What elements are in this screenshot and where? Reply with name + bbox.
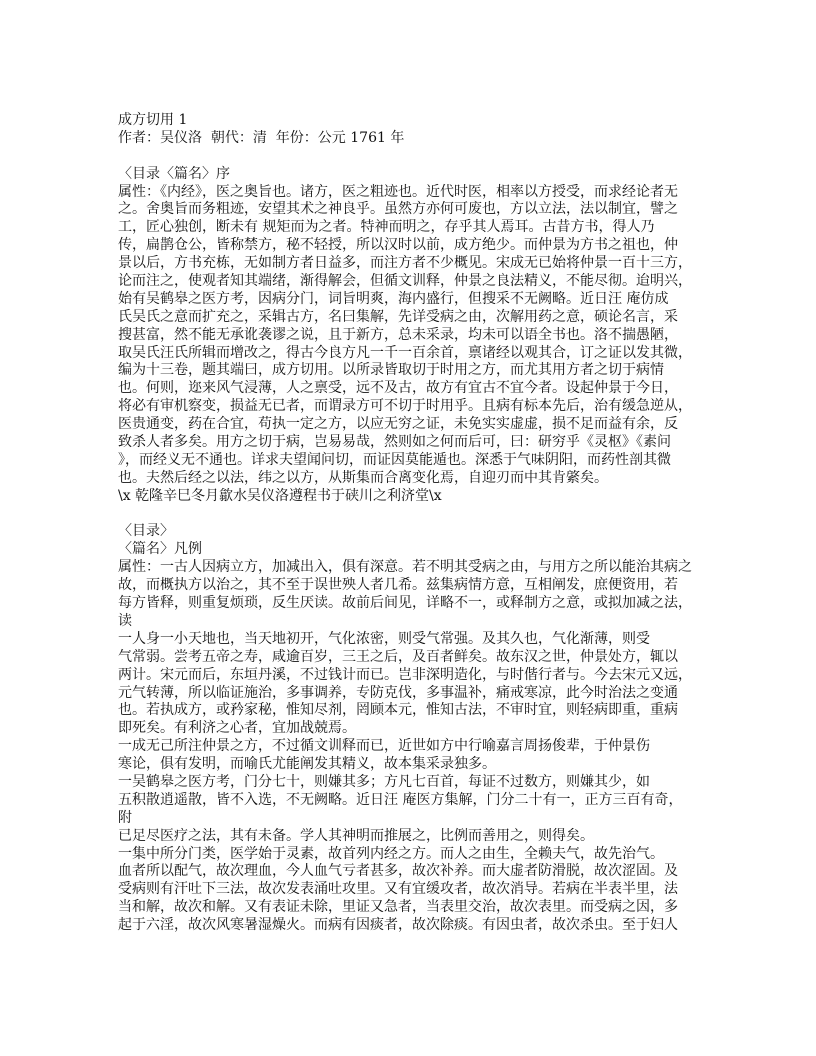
text-line: 读 [118,612,132,629]
text-line: 附 [118,809,132,826]
text-line: 血者所以配气，故次理血，今人血气亏者甚多，故次补养。而大虚者防滑脱，故次涩固。及 [118,863,678,880]
text-line: 属性：《内经》，医之奥旨也。诸方，医之粗迹也。近代时医，相率以方授受，而求经论者无 [118,183,678,200]
text-line: 致杀人者多矣。用方之切于病，岂易易哉，然则如之何而后可，曰：研穷乎《灵枢》《素问 [118,434,671,451]
text-line: 取吴氏汪氏所辑而增改之，得古今良方凡一千一百余首，禀诸经以观其合，订之证以发其微， [118,344,692,361]
text-line: 将必有审机察变，损益无已者，而谓录方可不切于时用乎。且病有标本先后，治有缓急逆从， [118,398,692,415]
text-line: 论而注之，使观者知其端绪，渐得解会，但循文训释，仲景之良法精义，不能尽彻。迨明兴， [118,273,692,290]
text-line: 每方皆释，则重复烦琐，反生厌读。故前后间见，详略不一，或释制方之意，或拟加减之法， [118,595,692,612]
text-line: 已足尽医疗之法，其有未备。学人其神明而推展之，比例而善用之，则得矣。 [118,827,594,844]
document-meta: 作者：吴仪洛 朝代：清 年份：公元 1761 年 [118,129,405,146]
text-line: 〈目录〈篇名〉序 [118,165,230,182]
text-line: 气常弱。尝考五帝之寿，咸逾百岁，三王之后，及百者鲜矣。故东汉之世，仲景处方，辄以 [118,648,678,665]
text-line: 属性：一古人因病立方，加减出入，俱有深意。若不明其受病之由，与用方之所以能治其病之 [118,559,692,576]
text-line: \x 乾隆辛巳冬月歙水吴仪洛遵程书于硖川之利济堂\x [118,487,442,504]
text-line: 一吴鹤皋之医方考，门分七十，则嫌其多；方凡七百首，每证不过数方，则嫌其少，如 [118,773,650,790]
text-line: 一集中所分门类，医学始于灵素，故首列内经之方。而人之由生，全赖夫气，故先治气。 [118,845,664,862]
text-line: 〈目录〉 [118,523,174,540]
text-line: 始有吴鹤皋之医方考，因病分门，词旨明爽，海内盛行，但搜采不无阙略。近日汪 庵仿成 [118,290,669,307]
text-line: 氏吴氏之意而扩充之，采辑古方，名曰集解，先详受病之由，次解用药之意，硕论名言，采 [118,308,678,325]
text-line [118,148,718,166]
text-line: 五积散逍遥散，皆不入选，不无阙略。近日汪 庵医方集解，门分二十有一，正方三百有奇， [118,791,683,808]
text-line: 医贵通变，药在合宜，苟执一定之方，以应无穷之证，未免实实虚虚，损不足而益有余，反 [118,416,678,433]
text-line: 搜甚富，然不能无承讹袭谬之说，且于新方，总未采录，均未可以语全书也。洛不揣愚陋， [118,326,678,343]
text-line: 也。夫然后经之以法，纬之以方，从斯集而合离变化焉，自迎刃而中其肯綮矣。 [118,469,608,486]
text-line: 当和解，故次和解。又有表证未除，里证又急者，当表里交治，故次表里。而受病之因，多 [118,899,678,916]
text-line: 受病则有汗吐下三法，故次发表涌吐攻里。又有宜缓攻者，故次消导。若病在半表半里，法 [118,881,678,898]
document-title: 成方切用 1 [118,112,188,128]
text-line: 之。舍奥旨而务粗迹，安望其术之神良乎。虽然方亦何可废也，方以立法，法以制宜，譬之 [118,201,678,218]
text-line: 〈篇名〉凡例 [118,541,202,558]
text-line: 寒论，俱有发明，而喻氏尤能阐发其精义，故本集采录独多。 [118,756,496,773]
document-page [118,112,718,935]
text-line: 起于六淫，故次风寒暑湿燥火。而病有因痰者，故次除痰。有因虫者，故次杀虫。至于妇人 [118,917,678,934]
text-line: 即死矣。有利济之心者，宜加战兢焉。 [118,720,356,737]
text-line: 也。何则，迩来风气浸薄，人之禀受，远不及古，故方有宜古不宜今者。设起仲景于今日， [118,380,678,397]
text-line: 工，匠心独创，断未有 规矩而为之者。特神而明之，存乎其人焉耳。古昔方书，得人乃 [118,219,655,236]
text-line: 元气转薄，所以临证施治，多事调养，专防克伐，多事温补，痛戒寒凉，此今时治法之变通 [118,684,678,701]
text-line: 》，而经义无不通也。详求夫望闻问切，而证因莫能遁也。深悉于气味阴阳，而药性剖其微 [118,451,671,468]
text-line: 编为十三卷，题其端曰，成方切用。以所录皆取切于时用之方，而尤其用方者之切于病情 [118,362,664,379]
text-line: 一人身一小天地也，当天地初开，气化浓密，则受气常强。及其久也，气化渐薄，则受 [118,630,650,647]
text-line: 一成无己所注仲景之方，不过循文训释而已，近世如方中行喻嘉言周扬俊辈，于仲景伤 [118,738,650,755]
text-line: 故，而概执方以治之，其不至于误世殃人者几希。兹集病情方意，互相阐发，庶便资用，若 [118,577,678,594]
document-body [118,148,718,935]
text-line: 景以后，方书充栋，无如制方者日益多，而注方者不少概见。宋成无已始将仲景一百十三方， [118,255,692,272]
text-line: 两计。宋元而后，东垣丹溪，不过钱计而已。岂非深明造化，与时偕行者与。今去宋元又远， [118,666,692,683]
text-line [118,506,718,524]
text-line: 传，扁鹊仓公，皆称禁方，秘不轻授，所以汉时以前，成方绝少。而仲景为方书之祖也，仲 [118,237,678,254]
text-line: 也。若执成方，或矜家秘，惟知尽剂，罔顾本元，惟知古法，不审时宜，则轻病即重，重病 [118,702,678,719]
